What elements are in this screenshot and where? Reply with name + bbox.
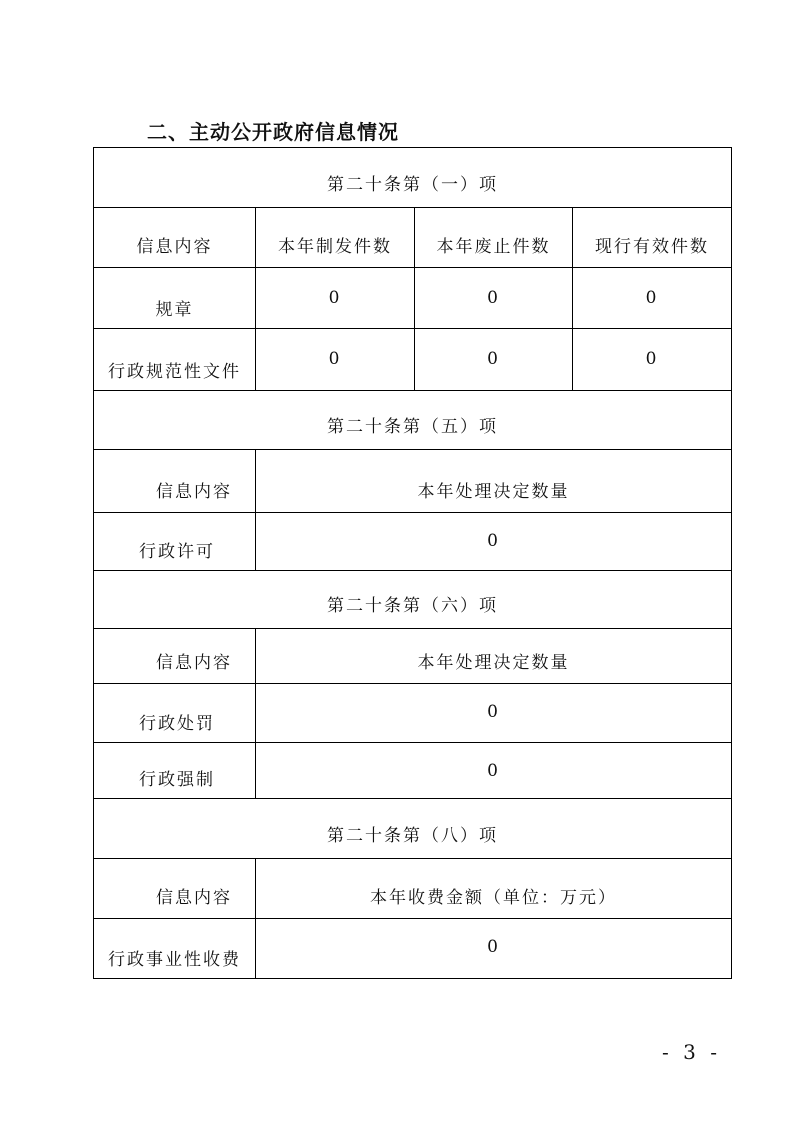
header-row — [94, 629, 732, 684]
header-cell: 信息内容 — [94, 208, 256, 268]
table-row — [94, 268, 732, 329]
section-title-row — [94, 571, 732, 629]
header-cell: 本年处理决定数量 — [256, 629, 732, 684]
header-cell: 信息内容 — [94, 629, 256, 684]
row-label: 行政事业性收费 — [94, 919, 256, 979]
header-cell: 本年制发件数 — [256, 208, 415, 268]
row-label: 规章 — [94, 268, 256, 329]
header-cell: 本年处理决定数量 — [256, 450, 732, 513]
row-label: 行政规范性文件 — [94, 329, 256, 391]
header-row — [94, 208, 732, 268]
value-cell: 0 — [256, 684, 732, 743]
header-cell: 本年废止件数 — [415, 208, 573, 268]
table-row — [94, 329, 732, 391]
value-cell: 0 — [256, 513, 732, 571]
value-cell: 0 — [573, 329, 732, 391]
table-row — [94, 684, 732, 743]
section-title: 第二十条第（六）项 — [94, 571, 732, 629]
section-title-row — [94, 799, 732, 859]
value-cell: 0 — [256, 329, 415, 391]
header-cell: 现行有效件数 — [573, 208, 732, 268]
section-title: 第二十条第（八）项 — [94, 799, 732, 859]
value-cell: 0 — [256, 743, 732, 799]
value-cell: 0 — [415, 268, 573, 329]
table-row — [94, 513, 732, 571]
table-row — [94, 743, 732, 799]
header-row — [94, 450, 732, 513]
section-heading: 二、主动公开政府信息情况 — [147, 120, 399, 144]
header-cell: 信息内容 — [94, 450, 256, 513]
table-row — [94, 919, 732, 979]
value-cell: 0 — [573, 268, 732, 329]
value-cell: 0 — [415, 329, 573, 391]
header-cell: 本年收费金额（单位：万元） — [256, 859, 732, 919]
section-title-row — [94, 148, 732, 208]
row-label: 行政处罚 — [94, 684, 256, 743]
section-title-row — [94, 391, 732, 450]
disclosure-table — [93, 147, 732, 979]
header-row — [94, 859, 732, 919]
header-cell: 信息内容 — [94, 859, 256, 919]
row-label: 行政许可 — [94, 513, 256, 571]
section-title: 第二十条第（五）项 — [94, 391, 732, 450]
row-label: 行政强制 — [94, 743, 256, 799]
page-number: - 3 - — [662, 1040, 721, 1064]
value-cell: 0 — [256, 919, 732, 979]
value-cell: 0 — [256, 268, 415, 329]
section-title: 第二十条第（一）项 — [94, 148, 732, 208]
